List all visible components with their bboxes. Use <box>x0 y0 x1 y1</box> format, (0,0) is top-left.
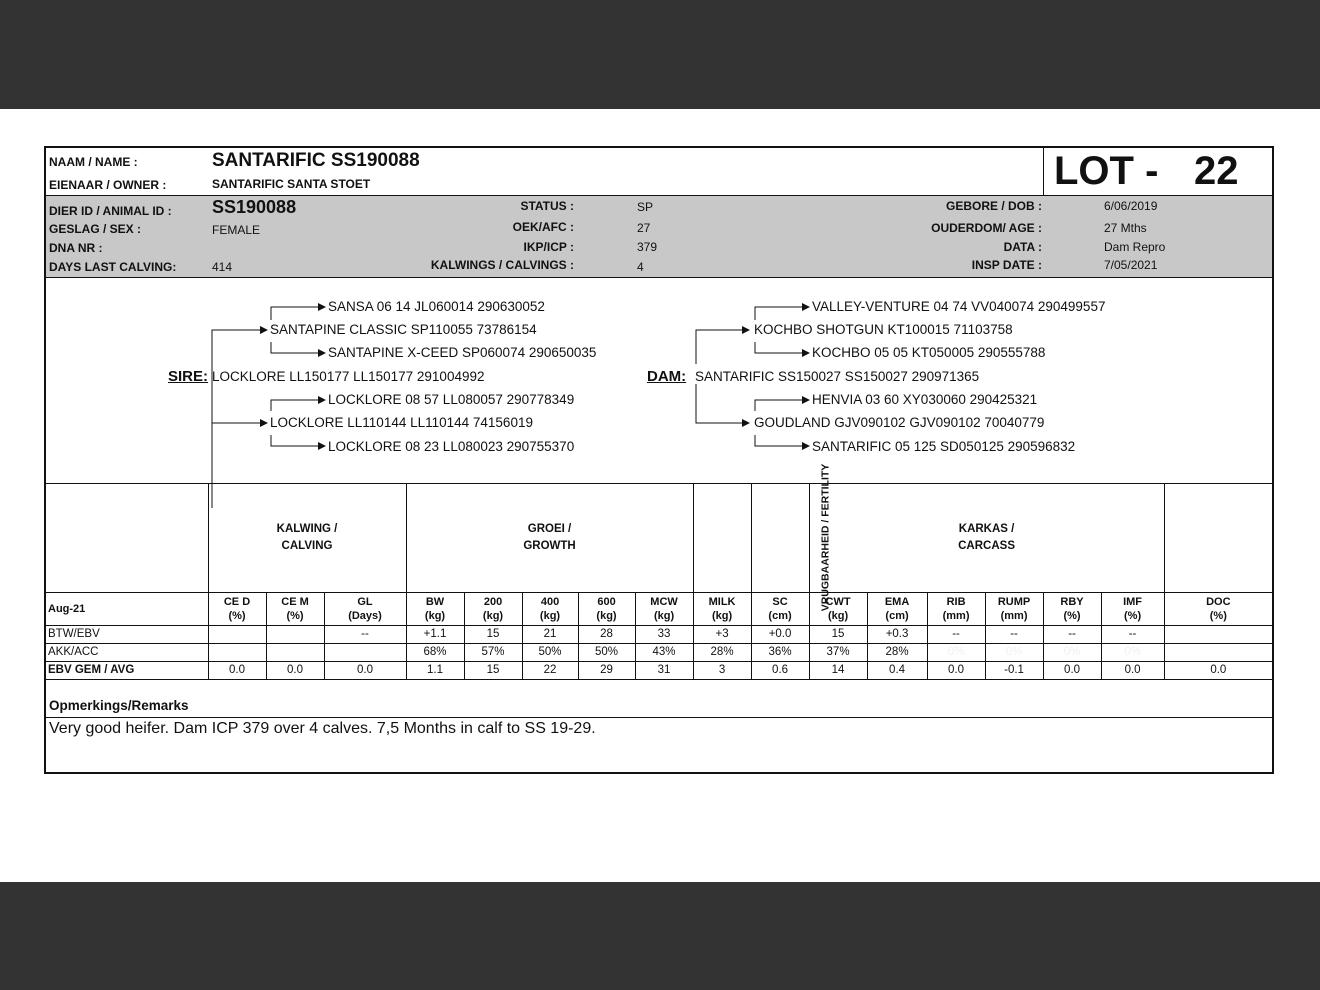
ebv-cell: 15 <box>464 661 522 679</box>
ebv-cell: 31 <box>635 661 693 679</box>
ebv-cell: 14 <box>809 661 867 679</box>
ebv-cell: 0.0 <box>1164 661 1272 679</box>
ebv-col-unit: (kg) <box>482 609 504 622</box>
dna-label: DNA NR : <box>49 241 103 255</box>
dam-dam: GOUDLAND GJV090102 GJV090102 70040779 <box>754 415 1045 430</box>
ebv-cell: 28% <box>867 643 927 661</box>
age-label: OUDERDOM/ AGE : <box>931 221 1042 235</box>
group-carcass-line2: CARCASS <box>958 539 1015 552</box>
ebv-col-name: RIB <box>946 595 966 608</box>
dob-value: 6/06/2019 <box>1104 199 1158 213</box>
ebv-cell <box>208 625 266 643</box>
ebv-cell <box>1164 643 1272 661</box>
ebv-cell: 0.4 <box>867 661 927 679</box>
animal-id-value: SS190088 <box>212 197 297 217</box>
ebv-col-13 <box>985 592 1043 625</box>
ebv-col-name: IMF <box>1123 595 1143 608</box>
status-label: STATUS : <box>520 199 574 213</box>
ebv-cell: 22 <box>522 661 578 679</box>
ebv-cell: 21 <box>522 625 578 643</box>
status-value: SP <box>637 200 654 214</box>
ebv-col-name: MILK <box>708 595 736 608</box>
remarks-header <box>46 690 1272 718</box>
ebv-cell: 15 <box>809 625 867 643</box>
remarks-text: Very good heifer. Dam ICP 379 over 4 calves. 7,5 Months in calf to SS 19-29. <box>49 720 596 737</box>
group-milk <box>693 484 751 592</box>
ebv-col-name: 200 <box>483 595 503 608</box>
sire-sire-dam: SANTAPINE X-CEED SP060074 290650035 <box>328 345 597 360</box>
group-carcass-line1: KARKAS / <box>958 522 1015 535</box>
sire-sire: SANTAPINE CLASSIC SP110055 73786154 <box>270 322 537 337</box>
ebv-cell: 0.0 <box>266 661 324 679</box>
ebv-cell: -0.1 <box>985 661 1043 679</box>
ebv-col-unit: (kg) <box>827 609 849 622</box>
dam-dam-sire: HENVIA 03 60 XY030060 290425321 <box>812 392 1038 407</box>
group-blank <box>46 484 208 592</box>
animal-id-label: DIER ID / ANIMAL ID : <box>49 204 172 218</box>
ebv-col-unit: (%) <box>228 609 246 622</box>
ebv-row-label: AKK/ACC <box>46 643 208 661</box>
ebv-group-row <box>46 484 1272 592</box>
ebv-col-name: DOC <box>1206 595 1231 608</box>
icp-value: 379 <box>637 240 658 254</box>
ebv-col-name: 600 <box>597 595 616 608</box>
ebv-col-11 <box>867 592 927 625</box>
ebv-cell: -- <box>324 625 406 643</box>
name-label: NAAM / NAME : <box>49 155 138 169</box>
lot-box <box>1043 148 1272 195</box>
ebv-cell: 29 <box>578 661 635 679</box>
ebv-col-unit: (%) <box>286 609 304 622</box>
ebv-cell: 36% <box>751 643 809 661</box>
ebv-table-section <box>46 463 1272 679</box>
ebv-col-16 <box>1164 592 1272 625</box>
ebv-row-label: EBV GEM / AVG <box>46 661 208 679</box>
group-fertility-text: VRUGBAARHEID / FERTILITY <box>818 463 831 612</box>
ebv-col-unit: (mm) <box>1000 609 1028 622</box>
ebv-col-name: GL <box>357 595 373 608</box>
ebv-cell: 0.6 <box>751 661 809 679</box>
ebv-cell: 37% <box>809 643 867 661</box>
insp-date-value: 7/05/2021 <box>1104 258 1158 272</box>
ebv-cell: 50% <box>522 643 578 661</box>
sire-dam-dam: LOCKLORE 08 23 LL080023 290755370 <box>328 439 575 454</box>
ebv-col-unit: (%) <box>1063 609 1081 622</box>
ebv-cell: +1.1 <box>406 625 464 643</box>
ebv-col-unit: (kg) <box>539 609 561 622</box>
ebv-col-name: CWT <box>825 595 851 608</box>
ebv-col-9 <box>751 592 809 625</box>
ebv-col-0 <box>208 592 266 625</box>
ebv-col-unit: (kg) <box>653 609 675 622</box>
ebv-cell: 1.1 <box>406 661 464 679</box>
ebv-col-unit: (kg) <box>596 609 617 622</box>
sire: LOCKLORE LL150177 LL150177 291004992 <box>212 369 485 384</box>
ebv-date: Aug-21 <box>46 592 208 625</box>
ebv-col-8 <box>693 592 751 625</box>
ebv-cell: 0.0 <box>324 661 406 679</box>
ebv-col-unit: (%) <box>1209 609 1227 622</box>
ebv-cell: -- <box>927 625 985 643</box>
ebv-cell: 28 <box>578 625 635 643</box>
ebv-cell: 0.0 <box>1101 661 1164 679</box>
bottom-dark-band <box>0 882 1320 990</box>
ebv-col-name: MCW <box>650 595 678 608</box>
group-doc <box>1164 484 1272 592</box>
ebv-cell: 15 <box>464 625 522 643</box>
pedigree-section <box>46 278 1272 484</box>
ebv-col-3 <box>406 592 464 625</box>
ebv-cell: 33 <box>635 625 693 643</box>
top-dark-band <box>0 0 1320 109</box>
ebv-header-row <box>46 592 1272 625</box>
ebv-cell: 0.0 <box>927 661 985 679</box>
ebv-col-unit: (kg) <box>424 609 446 622</box>
ebv-col-unit: (kg) <box>711 609 733 622</box>
ebv-cell: 0.0 <box>1043 661 1101 679</box>
ebv-cell: +0.0 <box>751 625 809 643</box>
ebv-col-4 <box>464 592 522 625</box>
ebv-cell: -- <box>985 625 1043 643</box>
ebv-cell: 0.0 <box>208 661 266 679</box>
sire-dam-sire: LOCKLORE 08 57 LL080057 290778349 <box>328 392 575 407</box>
card-header <box>46 148 1272 196</box>
ebv-cell: 3 <box>693 661 751 679</box>
afc-value: 27 <box>637 221 651 235</box>
ebv-cell: 0% <box>1101 643 1164 661</box>
ebv-cell: 50% <box>578 643 635 661</box>
ebv-cell: 68% <box>406 643 464 661</box>
days-last-calving-label: DAYS LAST CALVING: <box>49 260 177 274</box>
ebv-cell: +0.3 <box>867 625 927 643</box>
age-value: 27 Mths <box>1104 221 1147 235</box>
ebv-col-unit: (cm) <box>768 609 792 622</box>
ebv-cell: 28% <box>693 643 751 661</box>
ebv-cell: -- <box>1043 625 1101 643</box>
ebv-col-unit: (%) <box>1124 609 1142 622</box>
ebv-col-7 <box>635 592 693 625</box>
sex-label: GESLAG / SEX : <box>49 222 142 236</box>
ebv-col-6 <box>578 592 635 625</box>
ebv-row-label: BTW/EBV <box>46 625 208 643</box>
ebv-cell <box>1164 625 1272 643</box>
ebv-table <box>46 463 1272 680</box>
ebv-col-2 <box>324 592 406 625</box>
dam-sire-sire: VALLEY-VENTURE 04 74 VV040074 290499557 <box>812 299 1106 314</box>
owner-value: SANTARIFIC SANTA STOET <box>212 177 371 191</box>
ebv-cell <box>324 643 406 661</box>
ebv-col-name: CE D <box>223 595 251 608</box>
ebv-col-unit: (cm) <box>885 609 909 622</box>
lot-number: 22 <box>1194 149 1239 193</box>
sire-sire-sire: SANSA 06 14 JL060014 290630052 <box>328 299 545 314</box>
ebv-col-name: SC <box>772 595 788 608</box>
dam-sire: KOCHBO SHOTGUN KT100015 71103758 <box>754 322 1013 337</box>
ebv-col-unit: (mm) <box>942 609 970 622</box>
ebv-col-12 <box>927 592 985 625</box>
calvings-value: 4 <box>637 260 644 274</box>
ebv-cell: +3 <box>693 625 751 643</box>
group-growth-line1: GROEI / <box>527 522 572 535</box>
ebv-col-14 <box>1043 592 1101 625</box>
ebv-col-1 <box>266 592 324 625</box>
group-calving-line1: KALWING / <box>276 522 338 535</box>
ebv-cell: 0% <box>1043 643 1101 661</box>
remarks-heading: Opmerkings/Remarks <box>49 698 189 713</box>
dam-dam-dam: SANTARIFIC 05 125 SD050125 290596832 <box>812 439 1076 454</box>
calvings-label: KALWINGS / CALVINGS : <box>430 258 574 272</box>
ebv-col-name: RBY <box>1060 595 1084 608</box>
ebv-col-name: CE M <box>281 595 309 608</box>
group-growth-line2: GROWTH <box>523 539 576 552</box>
group-carcass <box>809 484 1164 592</box>
ebv-cell <box>266 625 324 643</box>
ebv-col-15 <box>1101 592 1164 625</box>
afc-label: OEK/AFC : <box>512 220 574 234</box>
icp-label: IKP/ICP : <box>523 240 574 254</box>
ebv-col-name: RUMP <box>997 595 1031 608</box>
group-calving-line2: CALVING <box>281 539 333 552</box>
ebv-cell: 0% <box>985 643 1043 661</box>
sex-value: FEMALE <box>212 223 261 237</box>
animal-name: SANTARIFIC SS190088 <box>212 150 420 171</box>
ebv-data-row <box>46 661 1272 679</box>
ebv-col-name: EMA <box>884 595 910 608</box>
ebv-data-row <box>46 625 1272 643</box>
sire-dam: LOCKLORE LL110144 LL110144 74156019 <box>270 415 533 430</box>
ebv-col-unit: (Days) <box>348 609 382 622</box>
dam-label: DAM: <box>647 368 687 385</box>
ebv-col-name: BW <box>425 595 445 608</box>
dam: SANTARIFIC SS150027 SS150027 290971365 <box>695 369 980 384</box>
lot-card <box>44 146 1274 774</box>
ebv-cell <box>266 643 324 661</box>
insp-date-label: INSP DATE : <box>971 258 1042 272</box>
data-value: Dam Repro <box>1104 240 1166 254</box>
owner-label: EIENAAR / OWNER : <box>49 178 167 192</box>
animal-info-block <box>46 196 1272 278</box>
group-growth <box>406 484 693 592</box>
ebv-cell: 0% <box>927 643 985 661</box>
ebv-data-row <box>46 643 1272 661</box>
ebv-cell: -- <box>1101 625 1164 643</box>
ebv-col-name: 400 <box>540 595 560 608</box>
sire-label: SIRE: <box>168 368 209 385</box>
dam-sire-dam: KOCHBO 05 05 KT050005 290555788 <box>812 345 1046 360</box>
data-label: DATA : <box>1003 240 1042 254</box>
lot-label: LOT - <box>1054 149 1159 193</box>
ebv-col-5 <box>522 592 578 625</box>
days-last-calving-value: 414 <box>212 260 233 274</box>
ebv-cell: 57% <box>464 643 522 661</box>
ebv-cell: 43% <box>635 643 693 661</box>
group-calving <box>208 484 406 592</box>
ebv-cell <box>208 643 266 661</box>
dob-label: GEBORE / DOB : <box>945 199 1042 213</box>
ebv-col-10 <box>809 592 867 625</box>
